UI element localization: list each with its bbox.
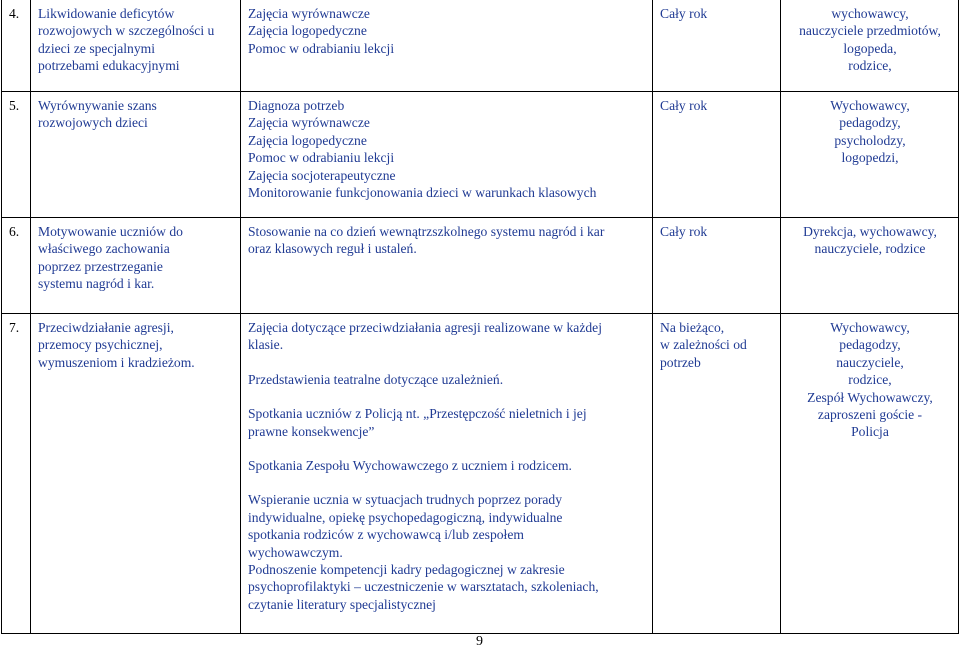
forms-line: spotkania rodziców z wychowawcą i/lub zespołem (248, 527, 524, 543)
forms-line: Zajęcia logopedyczne (248, 132, 367, 148)
time-cell (653, 92, 781, 218)
responsible-line: Dyrekcja, wychowawcy, (803, 224, 937, 239)
task-line: przemocy psychicznej, (38, 337, 163, 353)
forms-line: klasie. (248, 337, 284, 353)
forms-cell (241, 218, 653, 314)
task-line: poprzez przestrzeganie (38, 258, 163, 274)
table-row (2, 92, 959, 218)
responsible-cell (781, 92, 959, 218)
responsible-line: nauczyciele, (836, 354, 904, 370)
forms-line: Podnoszenie kompetencji kadry pedagogicznej w zakresie (248, 562, 565, 578)
task-line: systemu nagród i kar. (38, 276, 155, 292)
task-line: Likwidowanie deficytów (38, 6, 175, 21)
paragraph-gap (248, 440, 646, 457)
responsible-cell (781, 314, 959, 634)
forms-line: oraz klasowych reguł i ustaleń. (248, 241, 417, 257)
task-cell (31, 92, 241, 218)
task-cell (31, 218, 241, 314)
responsible-line: rodzice, (848, 372, 892, 388)
row-number: 4. (2, 0, 31, 92)
responsible-line: nauczyciele, rodzice (814, 241, 926, 257)
task-line: właściwego zachowania (38, 241, 170, 257)
task-line: rozwojowych w szczególności u (38, 23, 215, 39)
responsible-line: Wychowawcy, (830, 98, 910, 113)
paragraph-gap (248, 354, 646, 371)
forms-line: Stosowanie na co dzień wewnątrzszkolnego systemu nagród i kar (248, 224, 605, 239)
paragraph-gap (248, 474, 646, 491)
forms-line: Pomoc w odrabianiu lekcji (248, 40, 395, 56)
paragraph-gap (248, 388, 646, 405)
row-number: 7. (2, 314, 31, 634)
forms-line: Zajęcia socjoterapeutyczne (248, 167, 396, 183)
row-number: 6. (2, 218, 31, 314)
row-number: 5. (2, 92, 31, 218)
responsible-line: Zespół Wychowawczy, (807, 389, 933, 405)
task-line: Przeciwdziałanie agresji, (38, 320, 174, 335)
responsible-line: Policja (851, 424, 889, 440)
forms-line: Wspieranie ucznia w sytuacjach trudnych poprzez porady (248, 492, 563, 508)
responsible-line: Wychowawcy, (830, 320, 910, 335)
forms-line: Spotkania Zespołu Wychowawczego z uczniem i rodzicem. (248, 458, 572, 474)
forms-line: Monitorowanie funkcjonowania dzieci w warunkach klasowych (248, 185, 597, 201)
forms-line: wychowawczym. (248, 544, 343, 560)
forms-line: Diagnoza potrzeb (248, 98, 345, 113)
plan-table (1, 0, 959, 634)
forms-line: czytanie literatury specjalistycznej (248, 596, 436, 612)
task-line: rozwojowych dzieci (38, 115, 148, 131)
task-line: potrzebami edukacyjnymi (38, 58, 180, 74)
responsible-line: wychowawcy, (831, 6, 909, 21)
time-cell (653, 314, 781, 634)
forms-line: prawne konsekwencje” (248, 423, 375, 439)
forms-line: indywidualne, opiekę psychopedagogiczną, indywidualne (248, 509, 563, 525)
table-row (2, 314, 959, 634)
forms-cell (241, 92, 653, 218)
time-line: potrzeb (660, 354, 701, 370)
task-line: dzieci ze specjalnymi (38, 40, 156, 56)
responsible-line: psycholodzy, (834, 132, 906, 148)
forms-line: psychoprofilaktyki – uczestniczenie w warsztatach, szkoleniach, (248, 579, 599, 595)
forms-line: Pomoc w odrabianiu lekcji (248, 150, 395, 166)
forms-line: Zajęcia wyrównawcze (248, 6, 370, 21)
responsible-line: logopedzi, (841, 150, 899, 166)
time-line: Cały rok (660, 98, 708, 113)
task-line: wymuszeniom i kradzieżom. (38, 354, 195, 370)
table-row (2, 0, 959, 92)
responsible-cell (781, 218, 959, 314)
page-number: 9 (476, 634, 483, 649)
forms-line: Spotkania uczniów z Policją nt. „Przestępczość nieletnich i jej (248, 406, 587, 422)
forms-line: Zajęcia logopedyczne (248, 23, 367, 39)
table-row (2, 218, 959, 314)
responsible-line: rodzice, (848, 58, 892, 74)
forms-cell (241, 314, 653, 634)
time-line: Cały rok (660, 6, 708, 21)
task-line: Wyrównywanie szans (38, 98, 157, 113)
forms-cell (241, 0, 653, 92)
time-line: Cały rok (660, 224, 708, 239)
forms-line: Zajęcia wyrównawcze (248, 115, 370, 131)
time-line: w zależności od (660, 337, 747, 353)
forms-line: Zajęcia dotyczące przeciwdziałania agresji realizowane w każdej (248, 320, 602, 335)
time-cell (653, 0, 781, 92)
task-line: Motywowanie uczniów do (38, 224, 183, 239)
responsible-line: pedagodzy, (839, 115, 901, 131)
responsible-line: nauczyciele przedmiotów, (799, 23, 941, 39)
forms-line: Przedstawienia teatralne dotyczące uzależnień. (248, 371, 504, 387)
responsible-line: zaproszeni goście - (817, 407, 923, 423)
responsible-line: logopeda, (843, 40, 897, 56)
responsible-line: pedagodzy, (839, 337, 901, 353)
task-cell (31, 314, 241, 634)
time-cell (653, 218, 781, 314)
responsible-cell (781, 0, 959, 92)
time-line: Na bieżąco, (660, 320, 725, 335)
task-cell (31, 0, 241, 92)
